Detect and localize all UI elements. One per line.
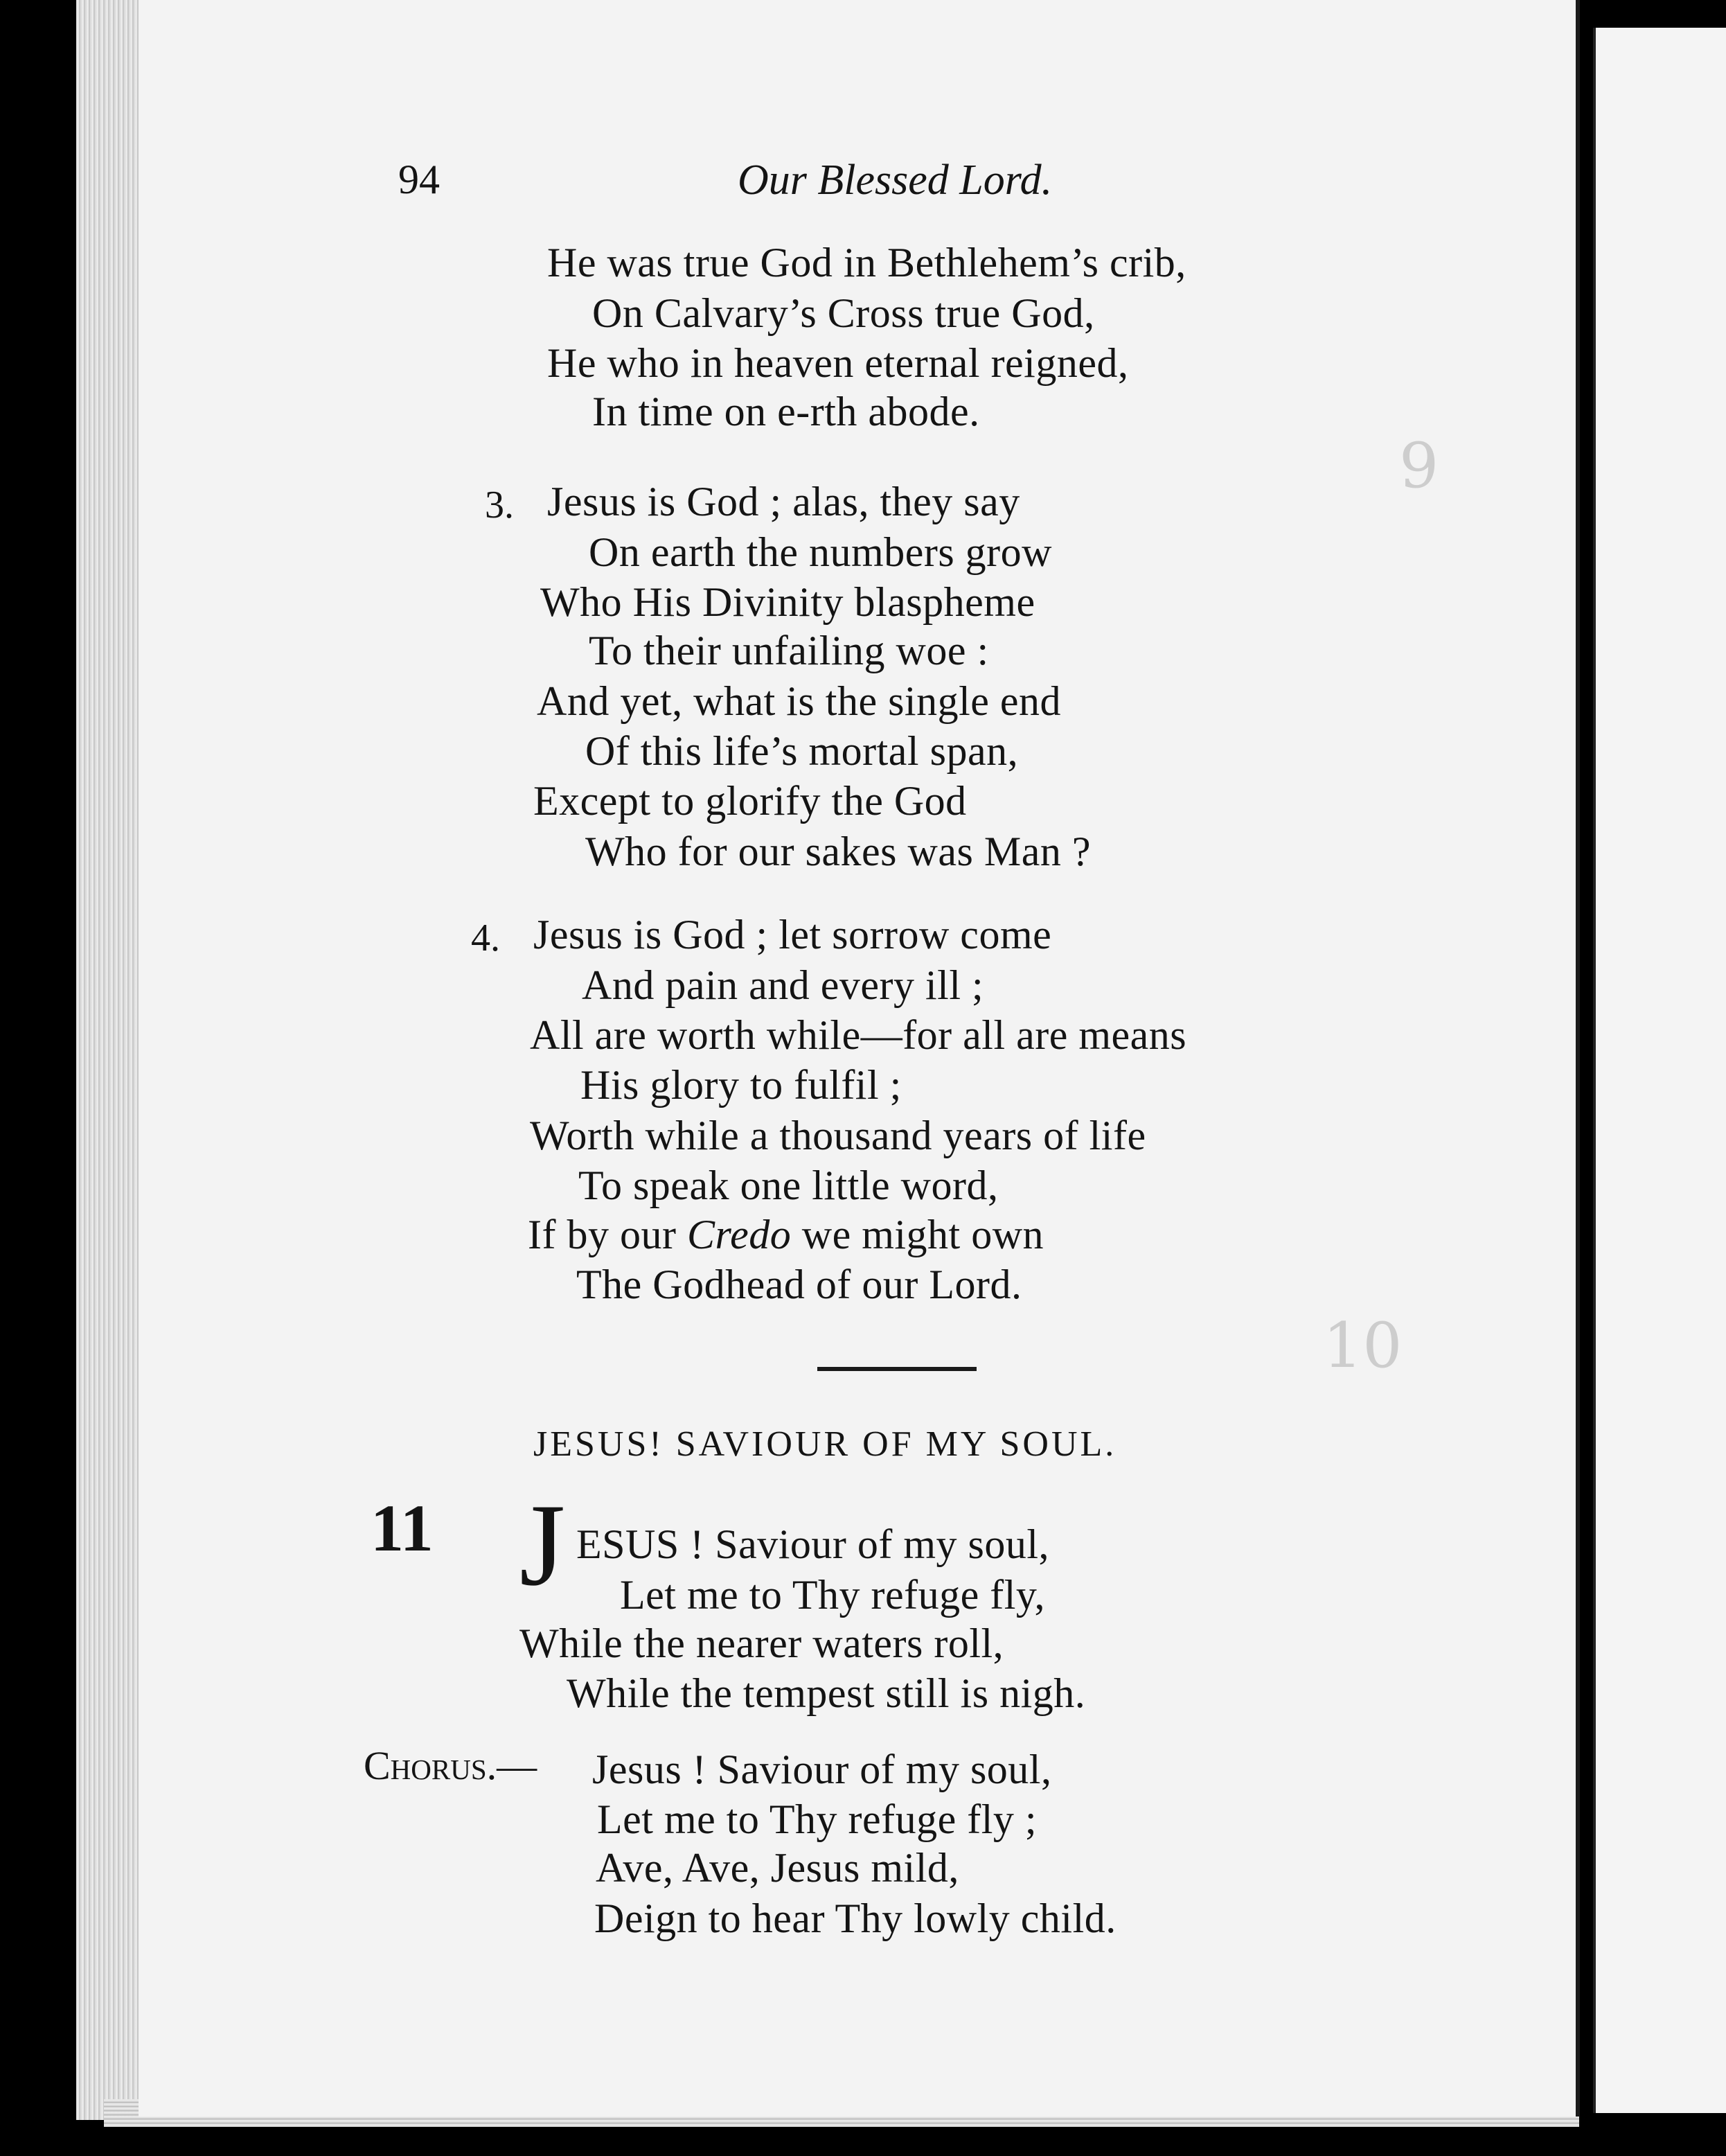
verse-line: He who in heaven eternal reigned,: [547, 340, 1129, 386]
hymn-title: JESUS! SAVIOUR OF MY SOUL.: [533, 1424, 1117, 1464]
verse-line: Let me to Thy refuge fly,: [620, 1572, 1045, 1618]
verse-line: Jesus is God ; alas, they say: [547, 479, 1020, 524]
ghost-numeral-9: 9: [1399, 430, 1439, 502]
ghost-numeral-10: 10: [1323, 1309, 1403, 1382]
verse-line-credo: [528, 1211, 1044, 1259]
chorus-line: Jesus ! Saviour of my soul,: [592, 1747, 1052, 1792]
verse-line: To speak one little word,: [578, 1163, 999, 1208]
verse-line: While the nearer waters roll,: [519, 1620, 1004, 1666]
verse-line: And yet, what is the single end: [537, 678, 1062, 724]
credo-line-before: If by our: [528, 1212, 687, 1257]
stanza-number: 4.: [471, 917, 500, 960]
verse-line: On earth the numbers grow: [589, 529, 1052, 575]
page-number: 94: [398, 157, 440, 202]
verse-line: ESUS ! Saviour of my soul,: [576, 1521, 1050, 1567]
verse-line: All are worth while—for all are means: [530, 1012, 1187, 1058]
facing-page: [1593, 28, 1726, 2113]
verse-line: While the tempest still is nigh.: [567, 1670, 1086, 1716]
running-head: Our Blessed Lord.: [738, 157, 1053, 204]
verse-line: Who His Divinity blaspheme: [540, 579, 1035, 625]
chorus-line: Ave, Ave, Jesus mild,: [596, 1845, 959, 1891]
verse-line: Worth while a thousand years of life: [530, 1113, 1146, 1158]
drop-cap: J: [519, 1480, 566, 1610]
verse-line: He was true God in Bethlehem’s crib,: [547, 240, 1186, 285]
hymn-number: 11: [371, 1491, 434, 1565]
verse-line: His glory to fulfil ;: [580, 1062, 902, 1108]
credo-line-after: we might own: [791, 1212, 1044, 1257]
verse-line: The Godhead of our Lord.: [576, 1262, 1022, 1307]
credo-word: Credo: [686, 1212, 792, 1257]
verse-line: To their unfailing woe :: [589, 628, 989, 673]
verse-line: In time on e-rth abode.: [592, 389, 980, 434]
verse-line: And pain and every ill ;: [582, 962, 984, 1008]
section-rule: [817, 1367, 977, 1371]
chorus-label: Chorus.—: [364, 1743, 537, 1788]
verse-line: Jesus is God ; let sorrow come: [533, 912, 1052, 957]
chorus-line: Let me to Thy refuge fly ;: [597, 1796, 1038, 1842]
verse-line: Who for our sakes was Man ?: [585, 829, 1091, 874]
chorus-line: Deign to hear Thy lowly child.: [594, 1896, 1116, 1941]
verse-line: Except to glorify the God: [533, 778, 967, 824]
stanza-number: 3.: [485, 484, 514, 527]
verse-line: On Calvary’s Cross true God,: [592, 290, 1095, 336]
verse-line: Of this life’s mortal span,: [585, 728, 1019, 774]
